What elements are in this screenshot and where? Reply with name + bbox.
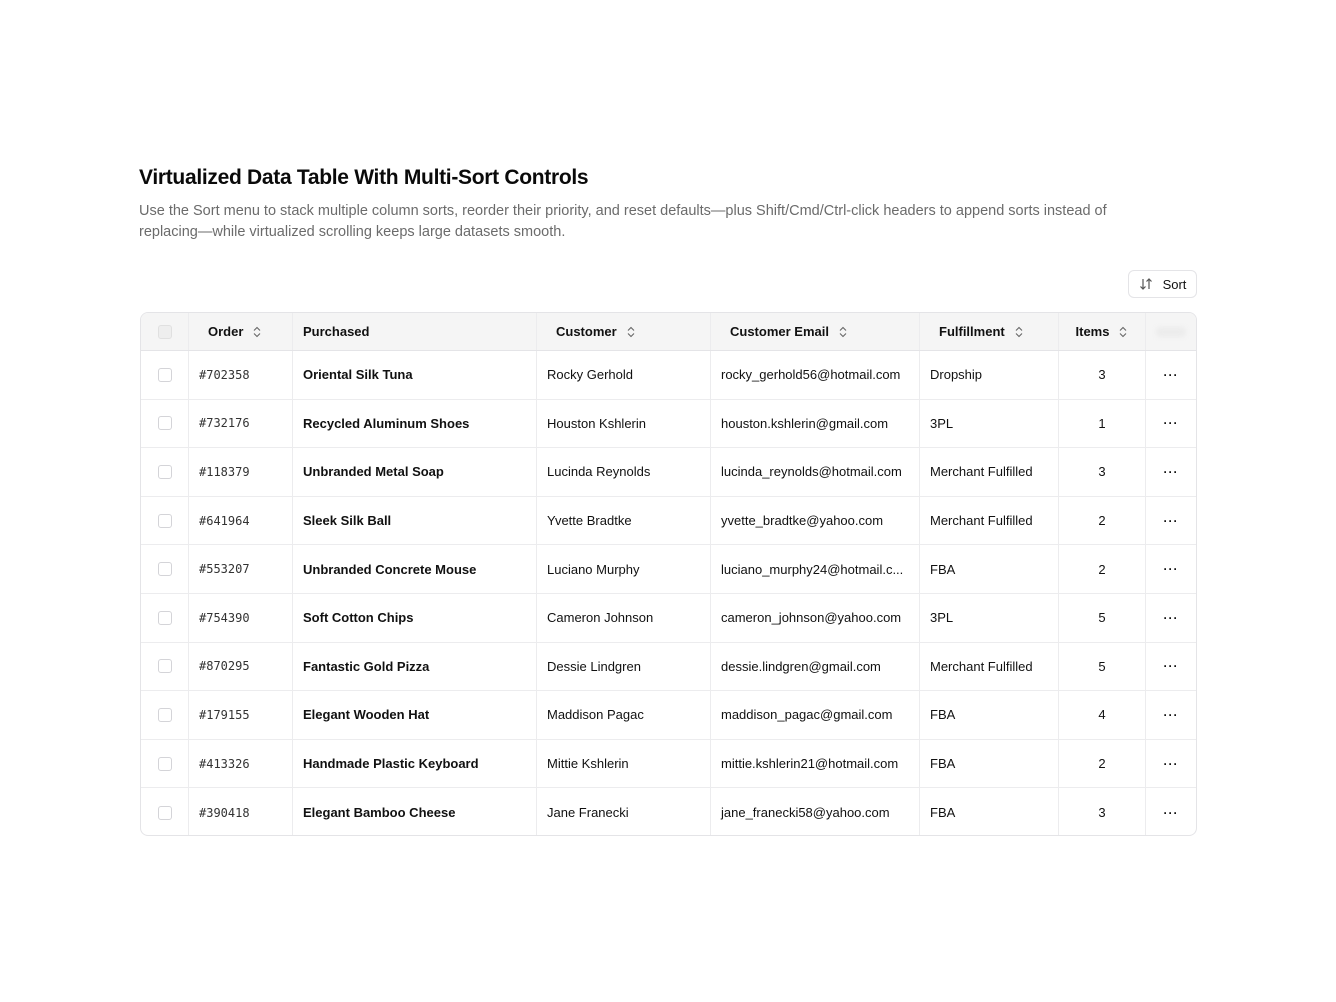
sort-chevrons-icon (838, 326, 848, 338)
sort-chevrons-icon (1014, 326, 1024, 338)
table-row[interactable] (141, 351, 1196, 400)
table-row[interactable] (141, 643, 1196, 692)
row-actions-cell (1146, 545, 1196, 593)
select-cell (141, 740, 189, 788)
items-cell: 3 (1059, 448, 1146, 496)
purchased-cell: Recycled Aluminum Shoes (293, 400, 537, 448)
order-cell: #553207 (189, 545, 293, 593)
header-label: Items (1075, 324, 1110, 339)
sort-chevrons-icon (252, 326, 262, 338)
order-cell: #390418 (189, 788, 293, 836)
purchased-cell: Soft Cotton Chips (293, 594, 537, 642)
more-actions-icon[interactable]: ··· (1163, 367, 1179, 382)
sort-label: Sort (1162, 276, 1187, 292)
items-cell: 2 (1059, 545, 1146, 593)
table-row[interactable] (141, 497, 1196, 546)
customer-cell: Cameron Johnson (537, 594, 711, 642)
header-customer[interactable] (537, 313, 711, 350)
select-all-checkbox[interactable] (158, 325, 172, 339)
header-label: Purchased (303, 324, 370, 339)
select-cell (141, 448, 189, 496)
email-cell: yvette_bradtke@yahoo.com (711, 497, 920, 545)
more-actions-icon[interactable]: ··· (1163, 805, 1179, 820)
row-actions-cell (1146, 594, 1196, 642)
order-cell: #118379 (189, 448, 293, 496)
row-actions-cell (1146, 400, 1196, 448)
select-cell (141, 545, 189, 593)
purchased-cell: Handmade Plastic Keyboard (293, 740, 537, 788)
fulfillment-cell: FBA (920, 691, 1059, 739)
row-checkbox[interactable] (158, 757, 172, 771)
header-label: Customer Email (730, 324, 829, 339)
customer-cell: Rocky Gerhold (537, 351, 711, 399)
order-cell: #413326 (189, 740, 293, 788)
row-actions-cell (1146, 448, 1196, 496)
email-cell: houston.kshlerin@gmail.com (711, 400, 920, 448)
purchased-cell: Oriental Silk Tuna (293, 351, 537, 399)
table-row[interactable] (141, 788, 1196, 836)
purchased-cell: Unbranded Concrete Mouse (293, 545, 537, 593)
email-cell: luciano_murphy24@hotmail.c... (711, 545, 920, 593)
fulfillment-cell: Merchant Fulfilled (920, 448, 1059, 496)
sort-chevrons-icon (626, 326, 636, 338)
page-description: Use the Sort menu to stack multiple column sorts, reorder their priority, and reset defaults—plus Shift/Cmd/Ctrl-click headers to append sorts instead of replacing—while virtualized scrolling keeps large datasets smooth. (139, 203, 1107, 240)
more-actions-icon[interactable]: ··· (1163, 464, 1179, 479)
sort-chevrons-icon (1118, 326, 1128, 338)
table-row[interactable] (141, 545, 1196, 594)
fulfillment-cell: FBA (920, 545, 1059, 593)
items-cell: 3 (1059, 351, 1146, 399)
fulfillment-cell: Merchant Fulfilled (920, 643, 1059, 691)
fulfillment-cell: 3PL (920, 594, 1059, 642)
page-title: Virtualized Data Table With Multi-Sort Controls (139, 166, 589, 189)
order-cell: #754390 (189, 594, 293, 642)
header-label: Fulfillment (939, 324, 1005, 339)
row-checkbox[interactable] (158, 708, 172, 722)
row-actions-cell (1146, 691, 1196, 739)
email-cell: lucinda_reynolds@hotmail.com (711, 448, 920, 496)
customer-cell: Yvette Bradtke (537, 497, 711, 545)
order-cell: #702358 (189, 351, 293, 399)
fulfillment-cell: FBA (920, 740, 1059, 788)
fulfillment-cell: Merchant Fulfilled (920, 497, 1059, 545)
more-actions-icon[interactable]: ··· (1163, 562, 1179, 577)
select-cell (141, 788, 189, 836)
select-cell (141, 497, 189, 545)
more-actions-icon[interactable]: ··· (1163, 513, 1179, 528)
email-cell: cameron_johnson@yahoo.com (711, 594, 920, 642)
customer-cell: Jane Franecki (537, 788, 711, 836)
customer-cell: Luciano Murphy (537, 545, 711, 593)
row-actions-cell (1146, 351, 1196, 399)
actions-header-placeholder (1156, 327, 1186, 337)
items-cell: 5 (1059, 643, 1146, 691)
fulfillment-cell: Dropship (920, 351, 1059, 399)
customer-cell: Mittie Kshlerin (537, 740, 711, 788)
purchased-cell: Unbranded Metal Soap (293, 448, 537, 496)
purchased-cell: Fantastic Gold Pizza (293, 643, 537, 691)
sort-arrows-icon (1139, 277, 1153, 291)
row-checkbox[interactable] (158, 806, 172, 820)
fulfillment-cell: 3PL (920, 400, 1059, 448)
header-label: Order (208, 324, 244, 339)
table-row[interactable] (141, 740, 1196, 789)
items-cell: 4 (1059, 691, 1146, 739)
select-all-cell (141, 313, 189, 350)
header-actions (1146, 313, 1196, 350)
select-cell (141, 643, 189, 691)
purchased-cell: Elegant Bamboo Cheese (293, 788, 537, 836)
customer-cell: Lucinda Reynolds (537, 448, 711, 496)
email-cell: mittie.kshlerin21@hotmail.com (711, 740, 920, 788)
email-cell: rocky_gerhold56@hotmail.com (711, 351, 920, 399)
email-cell: maddison_pagac@gmail.com (711, 691, 920, 739)
more-actions-icon[interactable]: ··· (1163, 610, 1179, 625)
row-actions-cell (1146, 740, 1196, 788)
sort-menu-button[interactable] (1128, 270, 1197, 298)
row-checkbox[interactable] (158, 514, 172, 528)
items-cell: 2 (1059, 497, 1146, 545)
email-cell: dessie.lindgren@gmail.com (711, 643, 920, 691)
table-row[interactable] (141, 594, 1196, 643)
data-table (140, 312, 1197, 836)
row-actions-cell (1146, 788, 1196, 836)
row-actions-cell (1146, 643, 1196, 691)
items-cell: 5 (1059, 594, 1146, 642)
header-customer-email[interactable] (711, 313, 920, 350)
customer-cell: Dessie Lindgren (537, 643, 711, 691)
email-cell: jane_franecki58@yahoo.com (711, 788, 920, 836)
row-checkbox[interactable] (158, 659, 172, 673)
row-checkbox[interactable] (158, 611, 172, 625)
select-cell (141, 400, 189, 448)
more-actions-icon[interactable]: ··· (1163, 756, 1179, 771)
table-body (141, 351, 1196, 836)
row-actions-cell (1146, 497, 1196, 545)
header-fulfillment[interactable] (920, 313, 1059, 350)
purchased-cell: Sleek Silk Ball (293, 497, 537, 545)
customer-cell: Maddison Pagac (537, 691, 711, 739)
table-header (141, 313, 1196, 351)
table-row[interactable] (141, 691, 1196, 740)
fulfillment-cell: FBA (920, 788, 1059, 836)
purchased-cell: Elegant Wooden Hat (293, 691, 537, 739)
header-purchased[interactable] (293, 313, 537, 350)
more-actions-icon[interactable]: ··· (1163, 707, 1179, 722)
table-row[interactable] (141, 448, 1196, 497)
more-actions-icon[interactable]: ··· (1163, 416, 1179, 431)
header-label: Customer (556, 324, 617, 339)
order-cell: #179155 (189, 691, 293, 739)
row-checkbox[interactable] (158, 416, 172, 430)
items-cell: 2 (1059, 740, 1146, 788)
select-cell (141, 351, 189, 399)
row-checkbox[interactable] (158, 465, 172, 479)
order-cell: #641964 (189, 497, 293, 545)
select-cell (141, 691, 189, 739)
items-cell: 1 (1059, 400, 1146, 448)
header-items[interactable] (1059, 313, 1146, 350)
row-checkbox[interactable] (158, 562, 172, 576)
more-actions-icon[interactable]: ··· (1163, 659, 1179, 674)
customer-cell: Houston Kshlerin (537, 400, 711, 448)
header-order[interactable] (189, 313, 293, 350)
row-checkbox[interactable] (158, 368, 172, 382)
items-cell: 3 (1059, 788, 1146, 836)
select-cell (141, 594, 189, 642)
table-row[interactable] (141, 400, 1196, 449)
order-cell: #870295 (189, 643, 293, 691)
order-cell: #732176 (189, 400, 293, 448)
